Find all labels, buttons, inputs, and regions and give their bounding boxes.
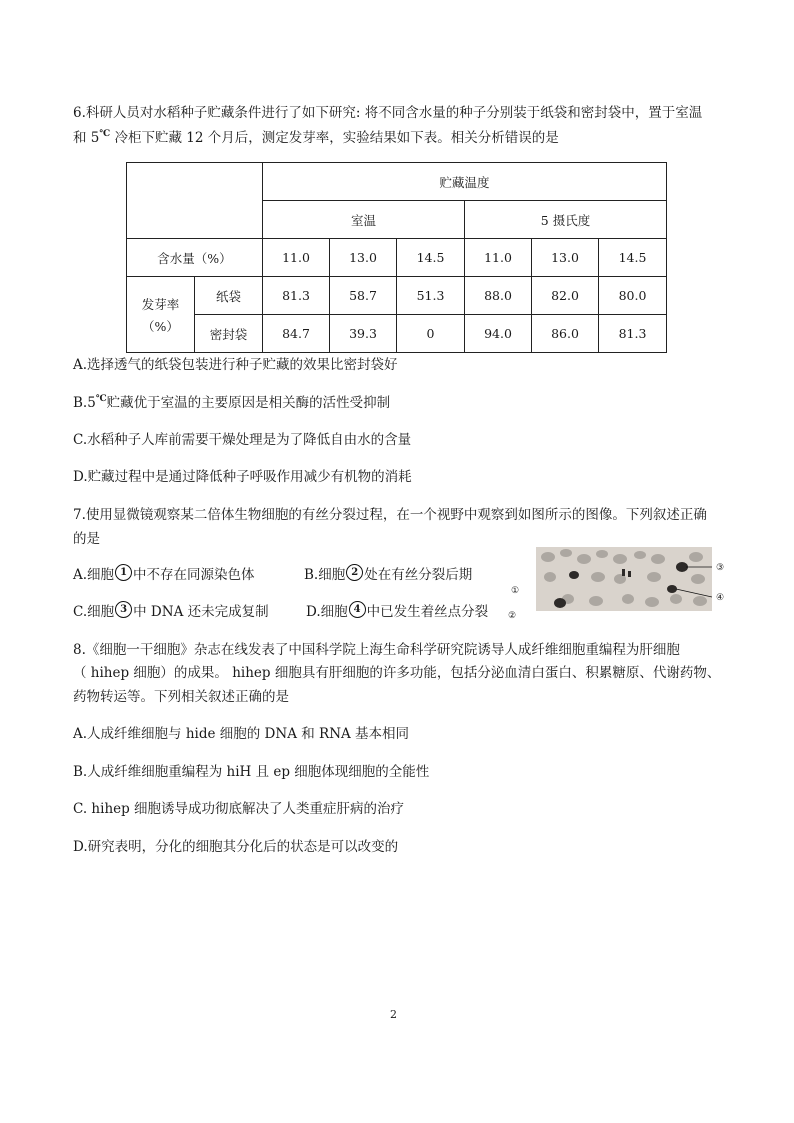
table-cell: 13.0 [532,239,599,277]
q7-option-b [304,566,472,585]
mitosis-micrograph-image [536,547,712,611]
q7-option-d-prefix: D.细胞 [306,604,348,620]
q8-option-c: C. hihep 细胞诱导成功彻底解决了人类重症肝病的治疗 [73,801,405,817]
figure-label-4: ④ [716,593,725,603]
germ-label-line2: （%） [142,318,179,334]
table-cell: 82.0 [532,277,599,315]
table-cell: 39.3 [330,315,397,353]
q8-option-b: B.人成纤维细胞重编程为 hiH 且 ep 细胞体现细胞的全能性 [73,764,430,780]
q8-option-a: A.人成纤维细胞与 hide 细胞的 DNA 和 RNA 基本相同 [73,726,410,742]
table-cell: 13.0 [330,239,397,277]
circled-number-icon: 3 [115,601,132,618]
q8-stem-line1: 8.《细胞一干细胞》杂志在线发表了中国科学院上海生命科学研究院诱导人成纤维细胞重编程为肝细胞 [73,642,680,658]
q6-stem-line2 [73,129,559,149]
q8-stem-line3: 药物转运等。下列相关叙述正确的是 [73,689,289,705]
header-room-temp: 室温 [263,201,465,239]
q7-option-d [306,603,488,622]
q7-option-b-text: 处在有丝分裂后期 [364,567,473,583]
page-number: 2 [390,1008,397,1021]
row-label-water: 含水量（%） [127,239,263,277]
q7-stem-line2: 的是 [73,531,100,547]
q6-option-c: C.水稻种子人库前需要干燥处理是为了降低自由水的含量 [73,432,412,448]
germ-label-line1: 发芽率 [141,296,180,312]
q7-stem-line1: 7.使用显微镜观察某二倍体生物细胞的有丝分裂过程，在一个视野中观察到如图所示的图像。下列叙述正确 [73,507,707,523]
table-cell: 84.7 [263,315,330,353]
table-cell: 80.0 [599,277,667,315]
q8-stem-line2: （ hihep 细胞）的成果。 hihep 细胞具有肝细胞的许多功能，包括分泌血清白蛋白、积累糖原、代谢药物、 [73,665,721,681]
q6-option-a: A.选择透气的纸袋包装进行种子贮藏的效果比密封袋好 [73,357,398,373]
table-cell: 58.7 [330,277,397,315]
q7-option-a-text: 中不存在同源染色体 [133,567,255,583]
table-cell: 88.0 [465,277,532,315]
table-cell: 11.0 [263,239,330,277]
degree-c-mark: ℃ [99,129,111,139]
circled-number-icon: 4 [349,601,366,618]
storage-results-table [126,162,667,353]
table-cell: 51.3 [397,277,465,315]
circled-number-icon: 2 [346,564,363,581]
table-corner-cell [127,163,263,239]
q6-stem-line1: 6.科研人员对水稻种子贮藏条件进行了如下研究: 将不同含水量的种子分别装于纸袋和密封袋中，置于室温 [73,105,703,121]
q6-option-b [73,394,390,414]
row-label-germination [127,277,195,353]
q6-stem-line2-b: 冷柜下贮藏 12 个月后，测定发芽率，实验结果如下表。相关分析错误的是 [114,130,559,146]
table-cell: 14.5 [599,239,667,277]
table-cell: 81.3 [599,315,667,353]
q7-option-a-prefix: A.细胞 [73,567,115,583]
table-cell: 11.0 [465,239,532,277]
table-cell: 94.0 [465,315,532,353]
table-cell: 0 [397,315,465,353]
q6-option-b-b: 贮藏优于室温的主要原因是相关酶的活性受抑制 [106,395,391,411]
header-5c: 5 摄氏度 [465,201,667,239]
circled-number-icon: 1 [115,564,132,581]
row-label-sealed-bag: 密封袋 [195,315,263,353]
table-cell: 86.0 [532,315,599,353]
figure-label-3: ③ [716,563,725,573]
table-cell: 14.5 [397,239,465,277]
table-cell: 81.3 [263,277,330,315]
row-label-paper-bag: 纸袋 [195,277,263,315]
q7-option-a [73,566,255,585]
q6-stem-line2-a: 和 5 [73,130,100,146]
q8-option-d: D.研究表明，分化的细胞其分化后的状态是可以改变的 [73,839,399,855]
q7-option-b-prefix: B.细胞 [304,567,346,583]
header-storage-temp: 贮藏温度 [263,163,667,201]
q6-option-b-a: B.5 [73,395,96,411]
q7-option-c [73,603,269,622]
figure-label-2: ② [508,611,517,621]
q7-option-c-text: 中 DNA 还未完成复制 [133,604,269,620]
q7-option-c-prefix: C.细胞 [73,604,115,620]
q6-option-d: D.贮藏过程中是通过降低种子呼吸作用减少有机物的消耗 [73,469,412,485]
degree-c-mark: ℃ [95,394,107,404]
q7-option-d-text: 中已发生着丝点分裂 [366,604,489,620]
figure-label-1: ① [511,586,520,596]
